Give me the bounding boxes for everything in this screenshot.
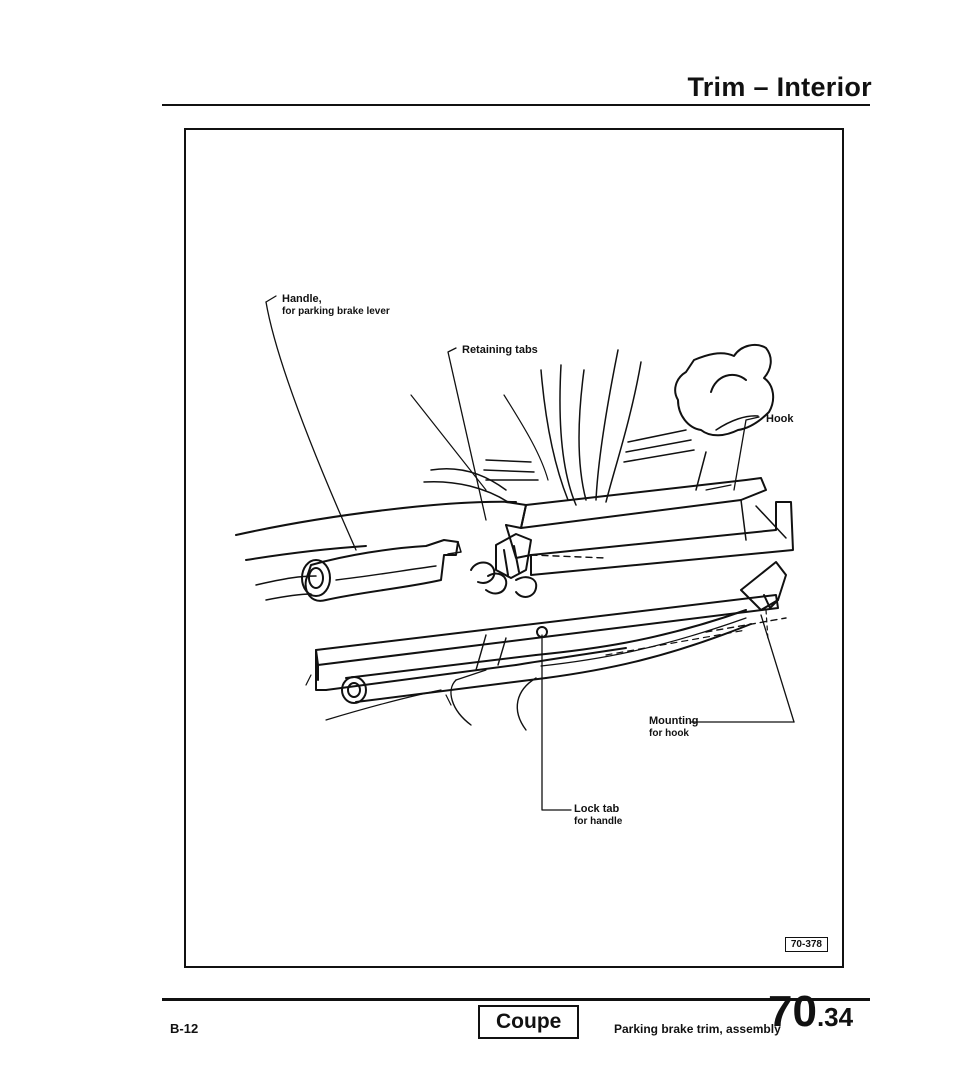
callout-hook-title: Hook	[766, 413, 794, 425]
callout-retaining-tabs	[462, 344, 538, 357]
callout-lock-tab	[574, 803, 622, 827]
callout-mounting	[649, 715, 698, 739]
model-badge: Coupe	[478, 1005, 579, 1039]
page-reference: B-12	[170, 1021, 199, 1036]
section-title: Trim – Interior	[687, 72, 872, 102]
section-number-minor: .34	[816, 1002, 854, 1032]
section-number	[768, 987, 854, 1036]
footer-rule	[162, 998, 870, 1001]
callout-handle-subtitle: for parking brake lever	[282, 305, 390, 317]
callout-handle	[282, 293, 390, 317]
figure-frame	[184, 128, 844, 968]
figure-number: 70-378	[785, 937, 828, 952]
callout-handle-title: Handle,	[282, 293, 322, 305]
callout-hook	[766, 413, 794, 426]
parking-brake-trim-illustration	[186, 130, 842, 966]
callout-lock-tab-line1: Lock tab	[574, 803, 620, 815]
callout-mounting-line2: for hook	[649, 727, 689, 739]
footer-caption: Parking brake trim, assembly	[614, 1022, 781, 1036]
header-rule	[162, 104, 870, 106]
section-number-major: 70	[768, 987, 817, 1036]
callout-lock-tab-line2: for handle	[574, 815, 623, 827]
callout-retaining-tabs-title: Retaining tabs	[462, 344, 538, 356]
callout-mounting-line1: Mounting	[649, 715, 699, 727]
